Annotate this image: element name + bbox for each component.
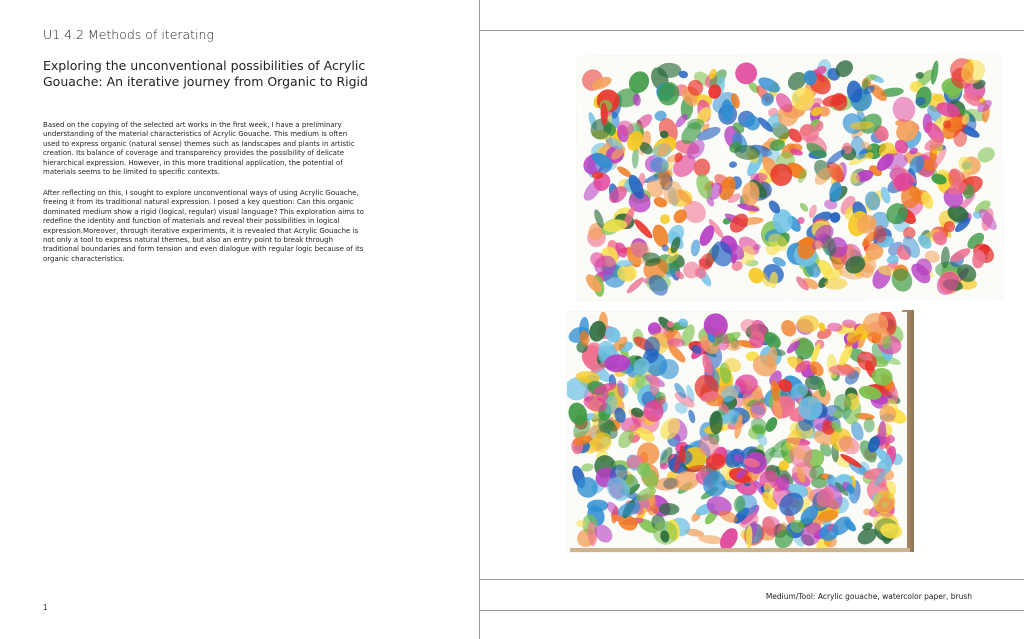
artwork-bottom-image bbox=[567, 312, 907, 552]
paint-blob bbox=[650, 222, 672, 249]
caption-rule-top bbox=[480, 579, 1024, 580]
main-title: Exploring the unconventional possibilities of Acrylic Gouache: An iterative journey from Organic to Rigid bbox=[43, 58, 368, 89]
page-number: 1 bbox=[43, 603, 48, 612]
artwork-bottom-painting bbox=[567, 312, 907, 552]
board-base bbox=[570, 548, 910, 552]
paint-blob bbox=[891, 95, 918, 124]
top-rule bbox=[480, 30, 1024, 31]
paint-blob bbox=[729, 161, 738, 168]
left-page bbox=[0, 0, 479, 639]
right-page bbox=[480, 0, 1024, 639]
section-title: U1.4.2 Methods of iterating bbox=[43, 27, 214, 42]
paint-blob bbox=[687, 409, 697, 424]
paint-blob bbox=[864, 418, 875, 433]
paint-blob bbox=[581, 462, 594, 472]
paint-blob bbox=[798, 201, 809, 213]
paint-blob bbox=[778, 317, 799, 339]
paragraph-2: After reflecting on this, I sought to explore unconventional ways of using Acrylic Gouache, freeing it from its traditional natural expression. I posed a key question: Can this organic dominated medium show a rigid (logical, regular) visual language? This exploration aims to redefine the identity and function of materials and reveal their possibilities in logical expression.Moreover, through iterative experiments, it is revealed that Acrylic Gouache is not only a tool to express natural themes, but also an entry point to break through traditional boundaries and form tension and even dialogue with regular logic because of its organic characteristics. bbox=[43, 189, 364, 263]
paragraph-1: Based on the copying of the selected art works in the first week, I have a preliminary understanding of the material characteristics of Acrylic Gouache. This medium is often used to express organic (natural sense) themes such as landscapes and plants in artistic creation. Its balance of coverage and transparency provides the possibility of delicate hierarchical expression. However, in this more traditional application, the potential of materials seems to be limited to specific contexts. bbox=[43, 121, 355, 177]
artwork-top-image bbox=[576, 54, 1002, 301]
caption-rule-bottom bbox=[480, 610, 1024, 611]
artwork-top-painting bbox=[576, 54, 1002, 301]
paint-blob bbox=[731, 58, 762, 89]
paint-blob bbox=[632, 217, 655, 241]
paint-blob bbox=[690, 239, 701, 257]
image-caption: Medium/Tool: Acrylic gouache, watercolor paper, brush bbox=[765, 592, 972, 601]
paint-blob bbox=[660, 214, 671, 224]
